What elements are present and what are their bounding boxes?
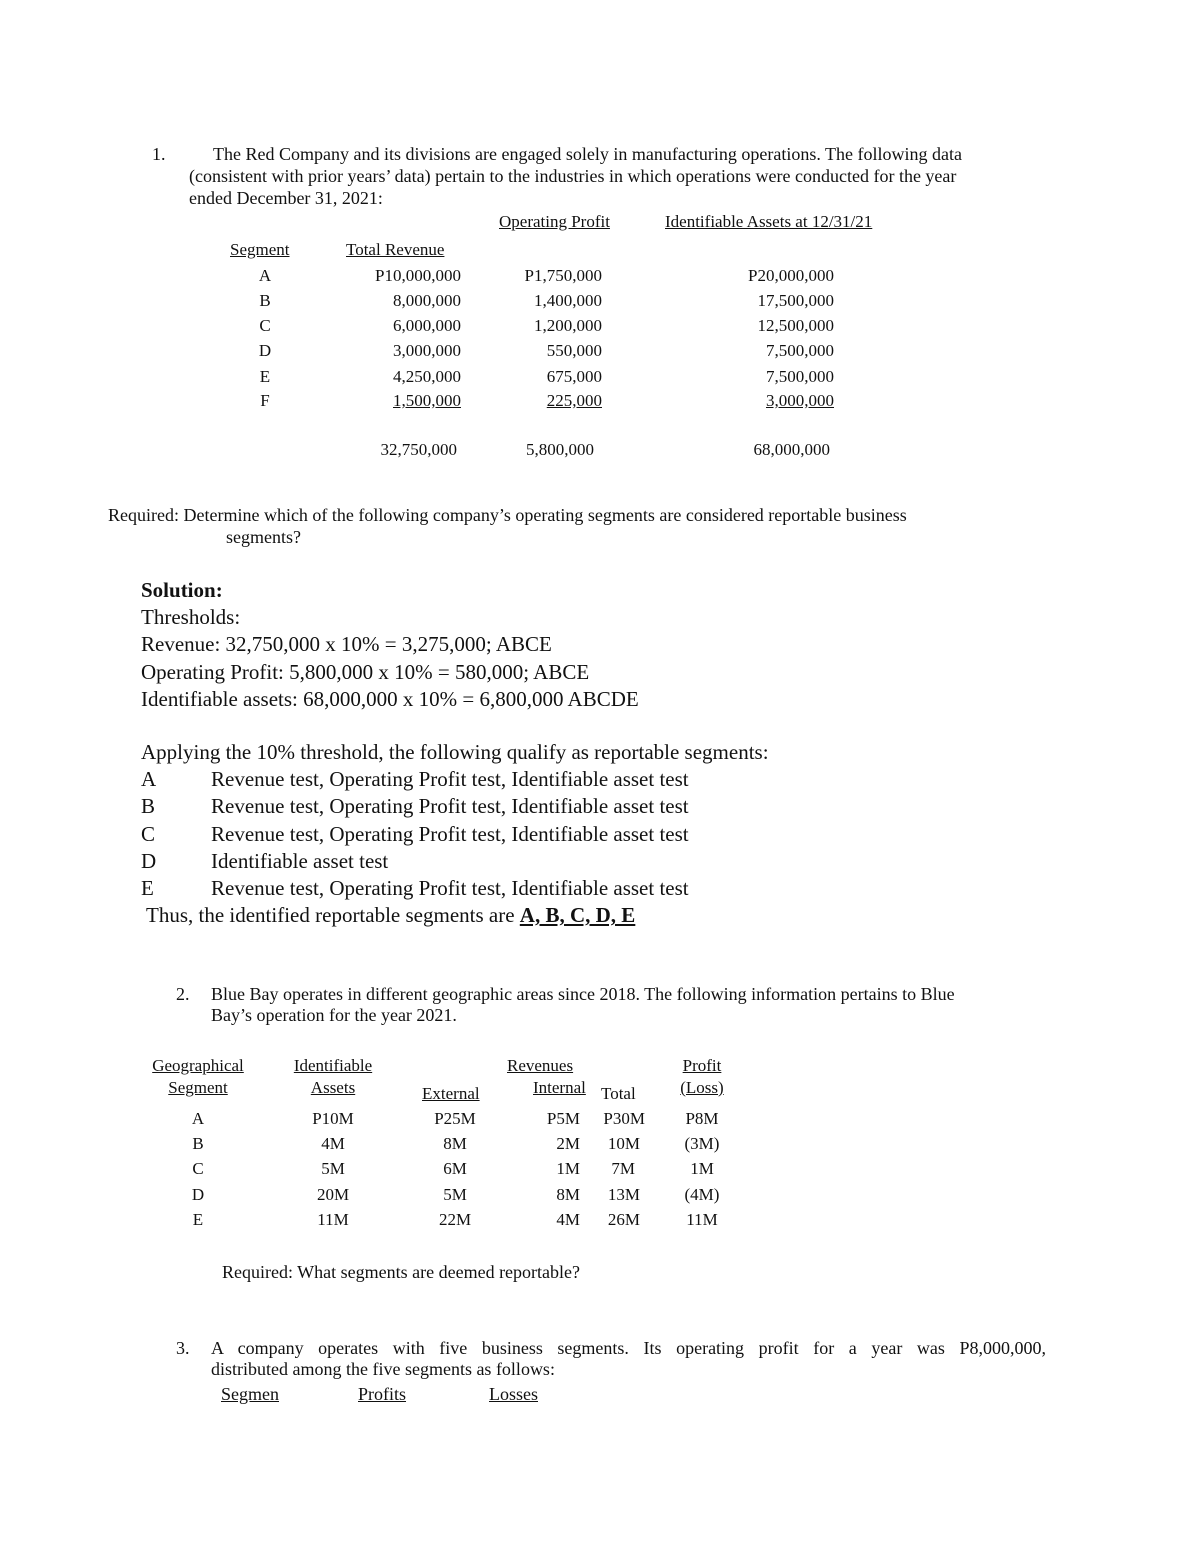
q2-header-geo-2: Segment <box>168 1078 228 1097</box>
solution-conclusion-answer: A, B, C, D, E <box>519 903 636 927</box>
q2-row-d-total: 13M <box>607 1185 640 1204</box>
q2-header-geo-1: Geographical <box>152 1056 244 1075</box>
q2-text-line-1: Blue Bay operates in different geographic areas since 2018. The following information pertains to Blue <box>211 984 955 1004</box>
q2-header-profit-1: Profit <box>682 1056 722 1075</box>
q1-row-a-segment: A <box>258 266 272 285</box>
q1-required-line-1: Required: Determine which of the following company’s operating segments are considered reportable business <box>108 505 907 525</box>
q1-row-b-assets: 17,500,000 <box>757 291 834 310</box>
q1-row-d-segment: D <box>258 341 272 360</box>
q1-text-line-1: The Red Company and its divisions are engaged solely in manufacturing operations. The following data <box>213 144 962 164</box>
q1-row-f-profit <box>450 391 602 411</box>
solution-result-a-text: Revenue test, Operating Profit test, Identifiable asset test <box>211 767 689 791</box>
q1-row-e-revenue: 4,250,000 <box>393 367 461 386</box>
q1-row-a-profit: P1,750,000 <box>524 266 602 285</box>
q1-header-identifiable-assets: Identifiable Assets at 12/31/21 <box>665 212 873 231</box>
q1-row-c-profit: 1,200,000 <box>534 316 602 335</box>
q2-row-c-profit: 1M <box>690 1159 714 1178</box>
q1-row-f-assets-text: 3,000,000 <box>766 391 834 410</box>
q2-header-external: External <box>422 1084 480 1103</box>
solution-result-d-seg: D <box>141 849 157 873</box>
q1-text-line-2: (consistent with prior years’ data) pertain to the industries in which operations were conducted for the year <box>189 166 957 186</box>
q2-row-a-profit: P8M <box>685 1109 719 1128</box>
solution-result-e-text: Revenue test, Operating Profit test, Identifiable asset test <box>211 876 689 900</box>
solution-title: Solution: <box>141 578 223 602</box>
q3-header-segment: Segmen <box>221 1384 279 1404</box>
q2-row-b-total: 10M <box>607 1134 640 1153</box>
solution-result-d-text: Identifiable asset test <box>211 849 389 873</box>
q1-row-b-segment: B <box>259 291 271 310</box>
q2-number: 2. <box>176 984 190 1004</box>
q1-row-c-segment: C <box>259 316 271 335</box>
q1-row-d-assets: 7,500,000 <box>766 341 834 360</box>
q1-row-b-profit: 1,400,000 <box>534 291 602 310</box>
q1-row-e-profit: 675,000 <box>546 367 602 386</box>
q2-header-profit-2: (Loss) <box>680 1078 724 1097</box>
q2-row-d-external: 5M <box>443 1185 467 1204</box>
q2-row-e-assets: 11M <box>317 1210 349 1229</box>
q2-row-b-assets: 4M <box>321 1134 345 1153</box>
q2-row-a-segment: A <box>191 1109 205 1128</box>
q2-row-e-profit: 11M <box>686 1210 718 1229</box>
q1-row-d-revenue: 3,000,000 <box>393 341 461 360</box>
q1-total-profit: 5,800,000 <box>526 440 594 459</box>
solution-threshold-assets: Identifiable assets: 68,000,000 x 10% = 6,800,000 ABCDE <box>141 687 639 711</box>
solution-result-b-text: Revenue test, Operating Profit test, Identifiable asset test <box>211 794 689 818</box>
q2-header-assets-2: Assets <box>310 1078 356 1097</box>
q2-row-d-segment: D <box>191 1185 205 1204</box>
solution-result-c-seg: C <box>141 822 156 846</box>
q2-header-total: Total <box>601 1084 636 1103</box>
q1-row-a-revenue: P10,000,000 <box>375 266 461 285</box>
q3-number: 3. <box>176 1338 190 1358</box>
q2-header-revenues: Revenues <box>507 1056 574 1075</box>
q1-header-total-revenue: Total Revenue <box>346 240 445 259</box>
q1-row-f-assets <box>680 391 834 411</box>
q2-row-b-segment: B <box>192 1134 204 1153</box>
q2-row-e-total: 26M <box>607 1210 640 1229</box>
q2-row-c-external: 6M <box>443 1159 467 1178</box>
q1-total-assets: 68,000,000 <box>753 440 830 459</box>
q1-row-e-segment: E <box>259 367 271 386</box>
solution-result-c-text: Revenue test, Operating Profit test, Identifiable asset test <box>211 822 689 846</box>
q2-header-assets-1: Identifiable <box>293 1056 373 1075</box>
q1-row-f-profit-text: 225,000 <box>546 391 602 410</box>
solution-result-b-seg: B <box>141 794 156 818</box>
q1-row-a-assets: P20,000,000 <box>748 266 834 285</box>
solution-conclusion-prefix: Thus, the identified reportable segments are <box>146 903 520 927</box>
q1-row-f-segment: F <box>260 391 270 410</box>
q2-row-d-profit: (4M) <box>684 1185 720 1204</box>
q2-row-b-external: 8M <box>443 1134 467 1153</box>
q2-row-e-external: 22M <box>438 1210 472 1229</box>
q2-row-b-profit: (3M) <box>684 1134 720 1153</box>
q1-header-operating-profit: Operating Profit <box>499 212 610 231</box>
q1-total-revenue: 32,750,000 <box>380 440 457 459</box>
q2-text-line-2: Bay’s operation for the year 2021. <box>211 1005 457 1025</box>
solution-conclusion <box>146 903 635 928</box>
q1-row-f-revenue <box>300 391 461 411</box>
solution-threshold-operating-profit: Operating Profit: 5,800,000 x 10% = 580,000; ABCE <box>141 660 590 684</box>
q2-row-e-internal: 4M <box>556 1210 580 1229</box>
solution-thresholds-label: Thresholds: <box>141 605 241 629</box>
q1-row-c-assets: 12,500,000 <box>757 316 834 335</box>
q1-text-line-3: ended December 31, 2021: <box>189 188 383 208</box>
q2-header-internal: Internal <box>533 1078 586 1097</box>
q2-required: Required: What segments are deemed reportable? <box>222 1262 581 1282</box>
q1-row-c-revenue: 6,000,000 <box>393 316 461 335</box>
q3-header-losses: Losses <box>489 1384 538 1404</box>
q2-row-d-internal: 8M <box>556 1185 580 1204</box>
q3-text-line-1: A company operates with five business segments. Its operating profit for a year was P8,000,000, <box>211 1338 1046 1358</box>
q1-row-f-revenue-text: 1,500,000 <box>393 391 461 410</box>
q2-row-a-total: P30M <box>603 1109 645 1128</box>
q2-row-c-total: 7M <box>611 1159 635 1178</box>
solution-result-a-seg: A <box>141 767 157 791</box>
q1-row-b-revenue: 8,000,000 <box>393 291 461 310</box>
solution-threshold-revenue: Revenue: 32,750,000 x 10% = 3,275,000; ABCE <box>141 632 552 656</box>
q2-row-c-internal: 1M <box>556 1159 580 1178</box>
q2-row-d-assets: 20M <box>316 1185 350 1204</box>
q3-text-line-2: distributed among the five segments as follows: <box>211 1359 555 1379</box>
q2-row-c-segment: C <box>192 1159 204 1178</box>
q3-header-profits: Profits <box>358 1384 407 1404</box>
q2-row-a-external: P25M <box>434 1109 476 1128</box>
solution-result-e-seg: E <box>141 876 154 900</box>
q1-number: 1. <box>152 144 166 164</box>
q1-required-line-2: segments? <box>226 527 301 547</box>
q2-row-b-internal: 2M <box>556 1134 580 1153</box>
q2-row-e-segment: E <box>192 1210 204 1229</box>
solution-applying: Applying the 10% threshold, the following qualify as reportable segments: <box>141 740 769 764</box>
q1-row-d-profit: 550,000 <box>546 341 602 360</box>
q1-header-segment: Segment <box>230 240 290 259</box>
q2-row-a-internal: P5M <box>546 1109 580 1128</box>
q2-row-a-assets: P10M <box>312 1109 354 1128</box>
q1-row-e-assets: 7,500,000 <box>766 367 834 386</box>
q2-row-c-assets: 5M <box>321 1159 345 1178</box>
